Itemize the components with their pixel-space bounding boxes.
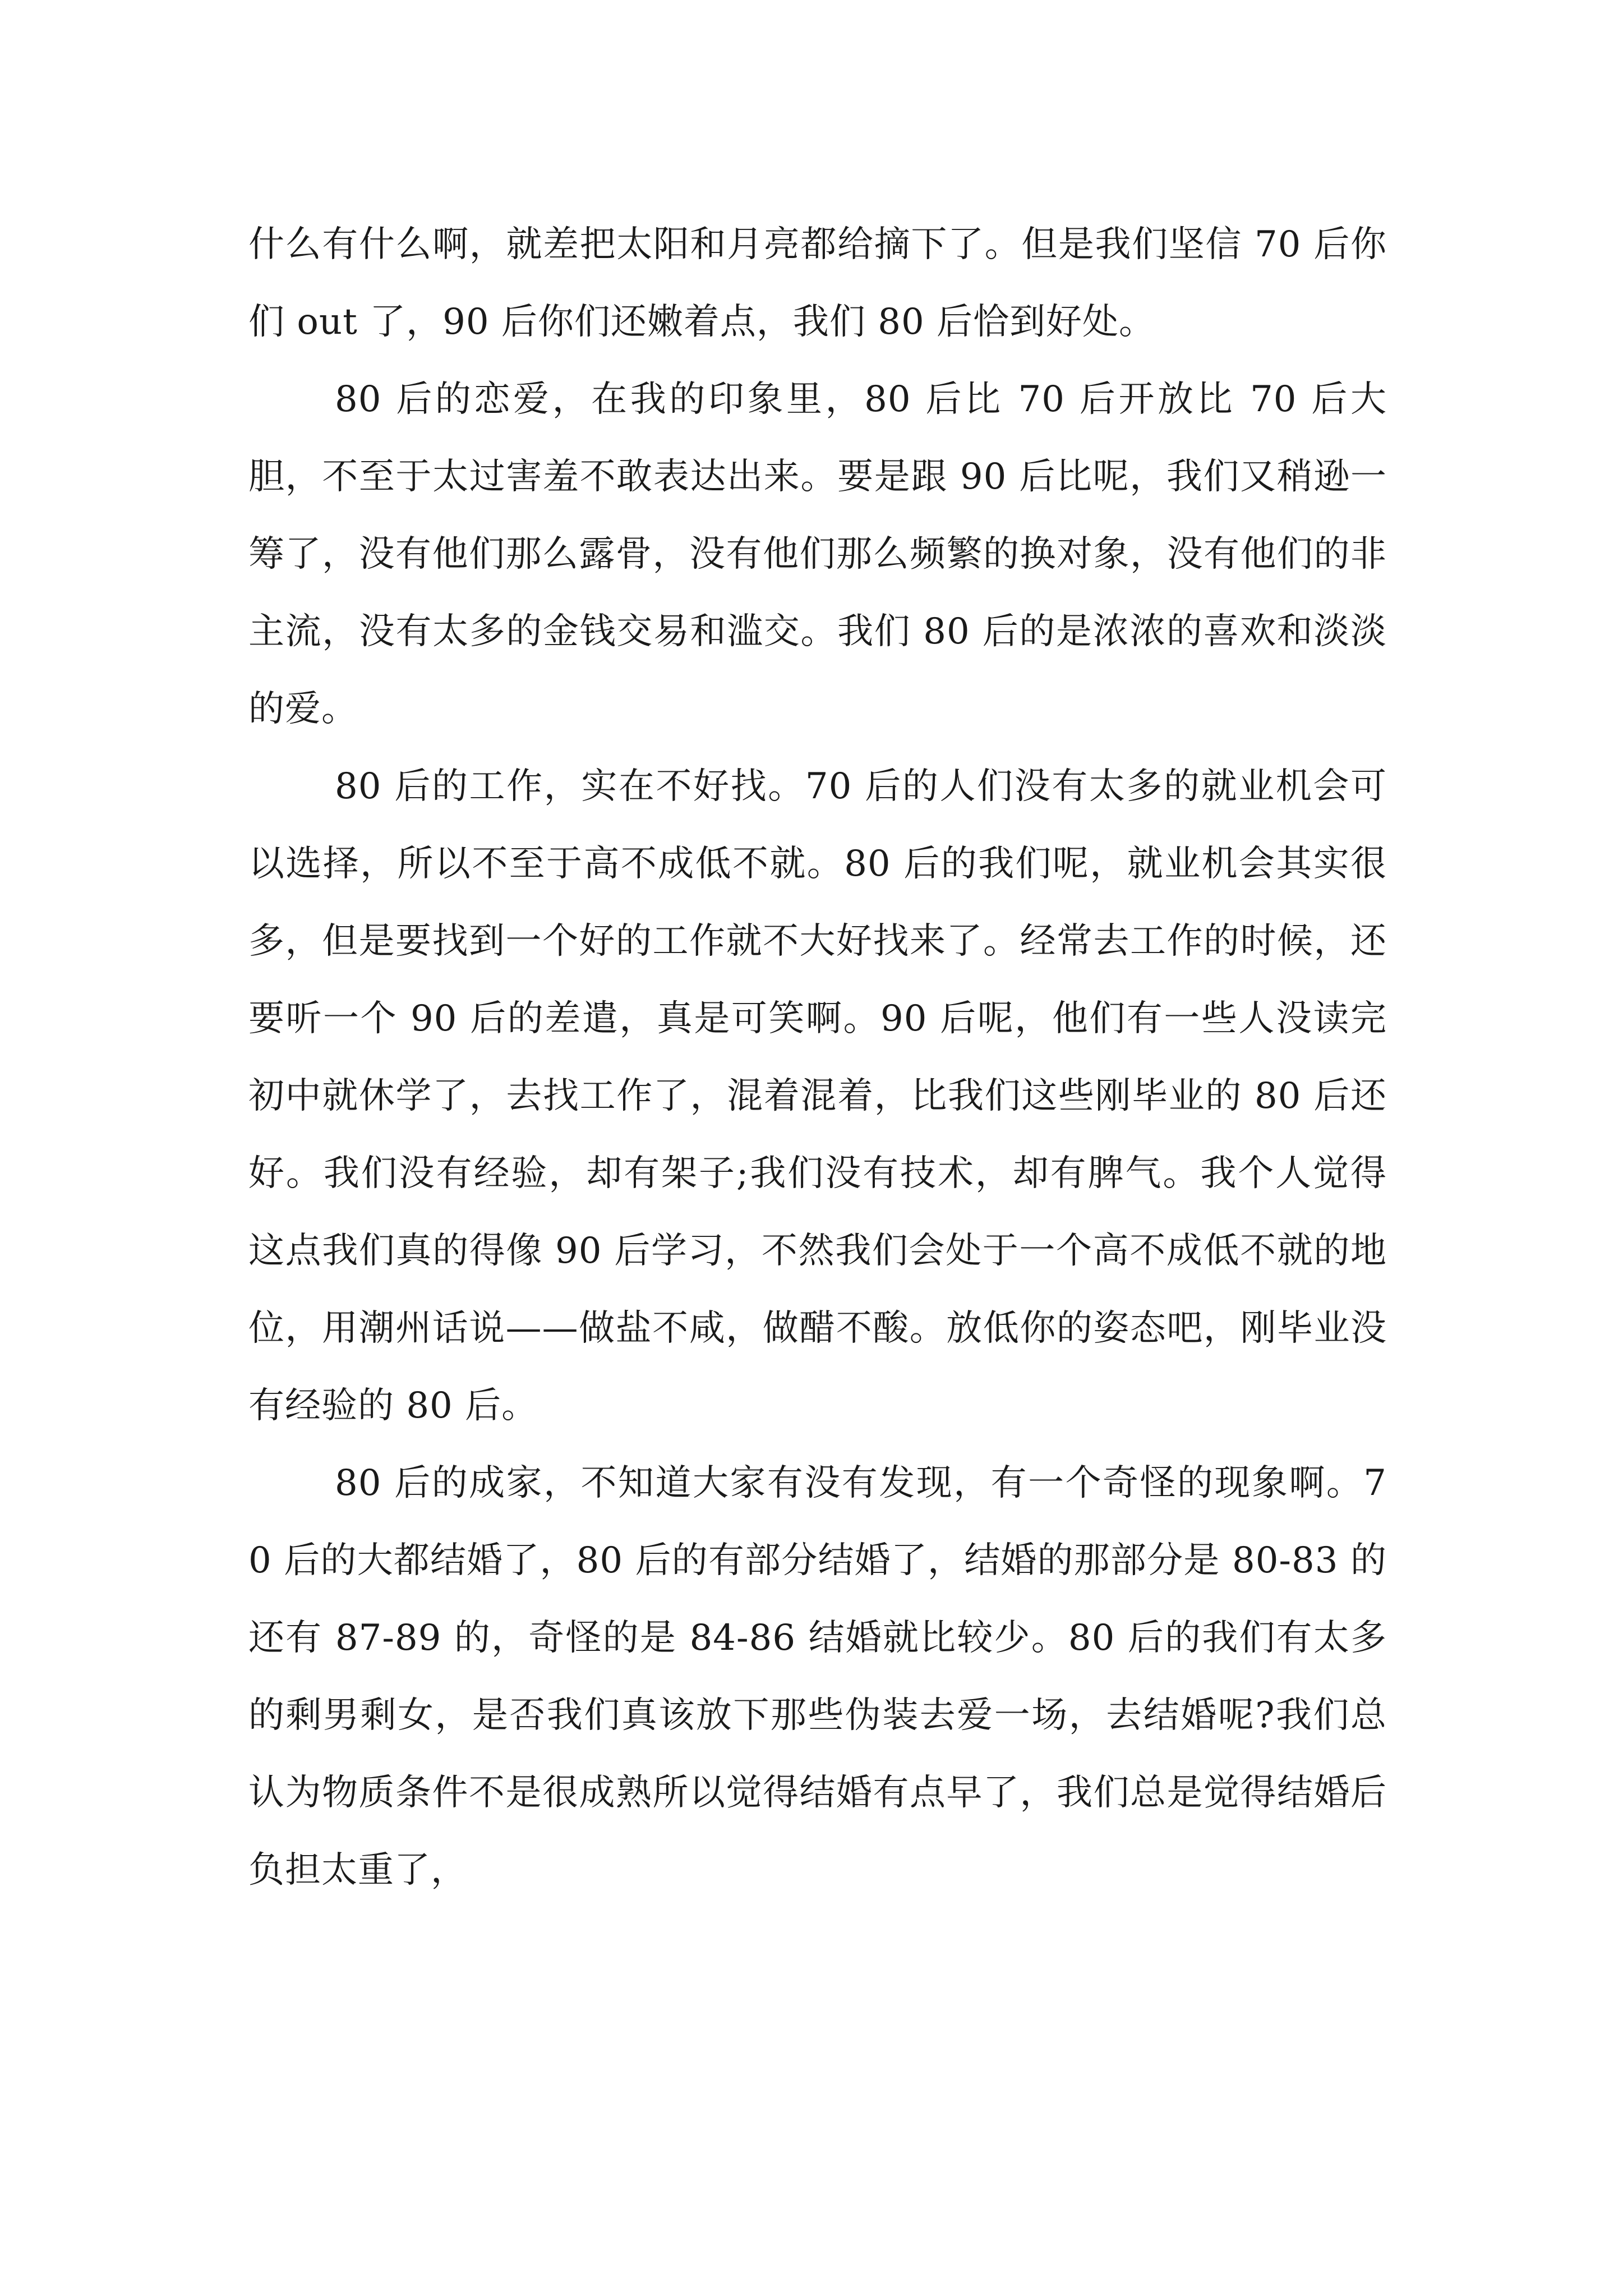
paragraph-3: 80 后的工作，实在不好找。70 后的人们没有太多的就业机会可以选择，所以不至于高不成低不就。80 后的我们呢，就业机会其实很多，但是要找到一个好的工作就不大好找来了。经常去工作的时候，还要听一个 90 后的差遣，真是可笑啊。90 后呢，他们有一些人没读完初中就休学了，去找工作了，混着混着，比我们这些刚毕业的 80 后还好。我们没有经验，却有架子;我们没有技术，却有脾气。我个人觉得这点我们真的得像 90 后学习，不然我们会处于一个高不成低不就的地位，用潮州话说——做盐不咸，做醋不酸。放低你的姿态吧，刚毕业没有经验的 80 后。 [248,766,1387,1427]
paragraph-1: 什么有什么啊，就差把太阳和月亮都给摘下了。但是我们坚信 70 后你们 out 了，90 后你们还嫩着点，我们 80 后恰到好处。 [248,224,1387,343]
paragraph-2: 80 后的恋爱，在我的印象里，80 后比 70 后开放比 70 后大胆，不至于太过害羞不敢表达出来。要是跟 90 后比呢，我们又稍逊一筹了，没有他们那么露骨，没有他们那么频繁的换对象，没有他们的非主流，没有太多的金钱交易和滥交。我们 80 后的是浓浓的喜欢和淡淡的爱。 [248,379,1387,730]
document-body [248,206,1387,1909]
paragraph-4: 80 后的成家，不知道大家有没有发现，有一个奇怪的现象啊。70 后的大都结婚了，80 后的有部分结婚了，结婚的那部分是 80-83 的还有 87-89 的，奇怪的是 84-86 结婚就比较少。80 后的我们有太多的剩男剩女，是否我们真该放下那些伪装去爱一场，去结婚呢?我们总认为物质条件不是很成熟所以觉得结婚有点早了，我们总是觉得结婚后负担太重了， [248,1462,1387,1891]
